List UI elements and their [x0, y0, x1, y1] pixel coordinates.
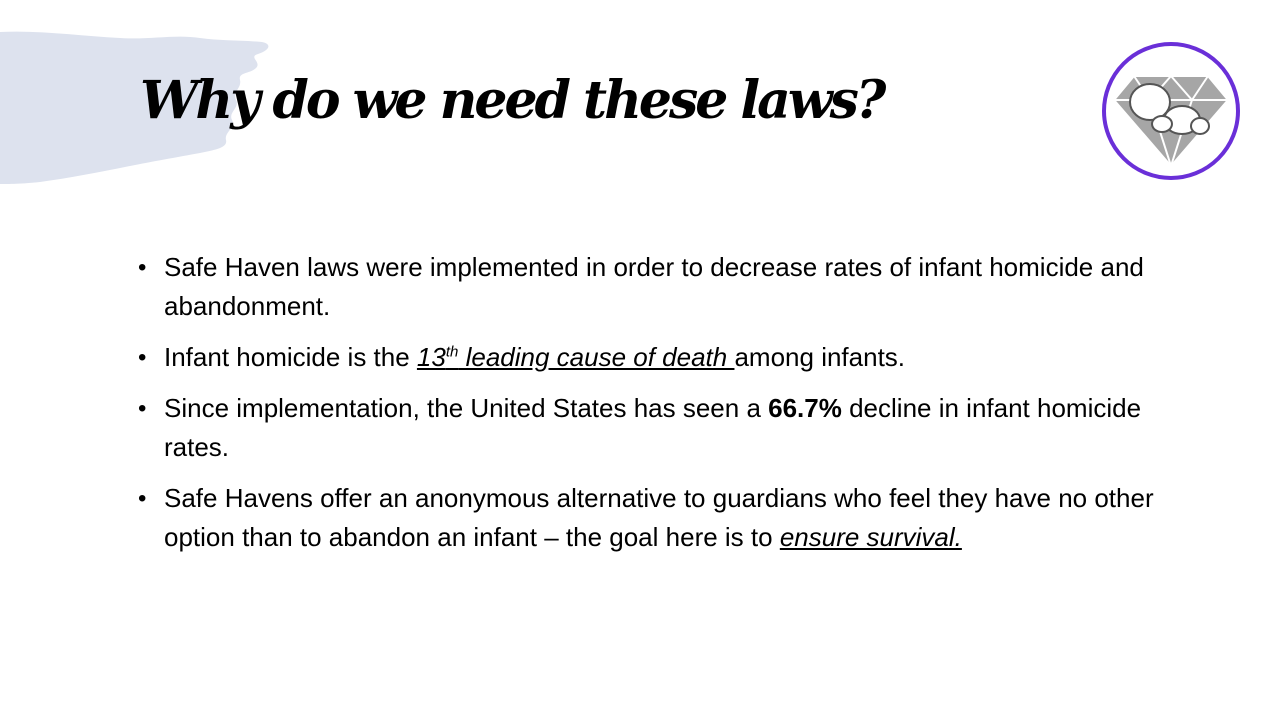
bullet-text: Safe Haven laws were implemented in order to decrease rates of infant homicide and abandonment.: [164, 252, 1144, 321]
ordinal-number: 13: [416, 342, 446, 372]
bullet-dot-icon: •: [138, 485, 147, 512]
bullet-item: [138, 248, 1178, 326]
bullet-list: [138, 248, 1178, 569]
bullet-dot-icon: •: [138, 395, 147, 422]
bullet-text-after: decline in infant homicide rates.: [164, 393, 1142, 462]
bullet-item: [138, 389, 1178, 467]
leading-cause-text: leading cause of death: [458, 342, 735, 372]
bullet-text-before: Safe Havens offer an anonymous alternative to guardians who feel they have no other option than to abandon an infant – the goal here is to: [164, 483, 1154, 552]
diamond-baby-logo-icon: [1100, 40, 1242, 182]
bullet-dot-icon: •: [138, 344, 147, 371]
bullet-text-before: Infant homicide is the: [164, 342, 417, 372]
decline-percentage: 66.7%: [768, 393, 842, 423]
slide-title: Why do we need these laws?: [140, 70, 884, 131]
bullet-item: [138, 479, 1178, 557]
bullet-dot-icon: •: [138, 254, 147, 281]
bullet-text-after: among infants.: [734, 342, 906, 372]
bullet-text-before: Since implementation, the United States has seen a: [164, 393, 769, 423]
ordinal-suffix: th: [445, 343, 459, 361]
leading-cause-link[interactable]: [417, 342, 735, 372]
ensure-survival-emphasis: ensure survival.: [779, 522, 962, 552]
bullet-item: [138, 338, 1178, 377]
